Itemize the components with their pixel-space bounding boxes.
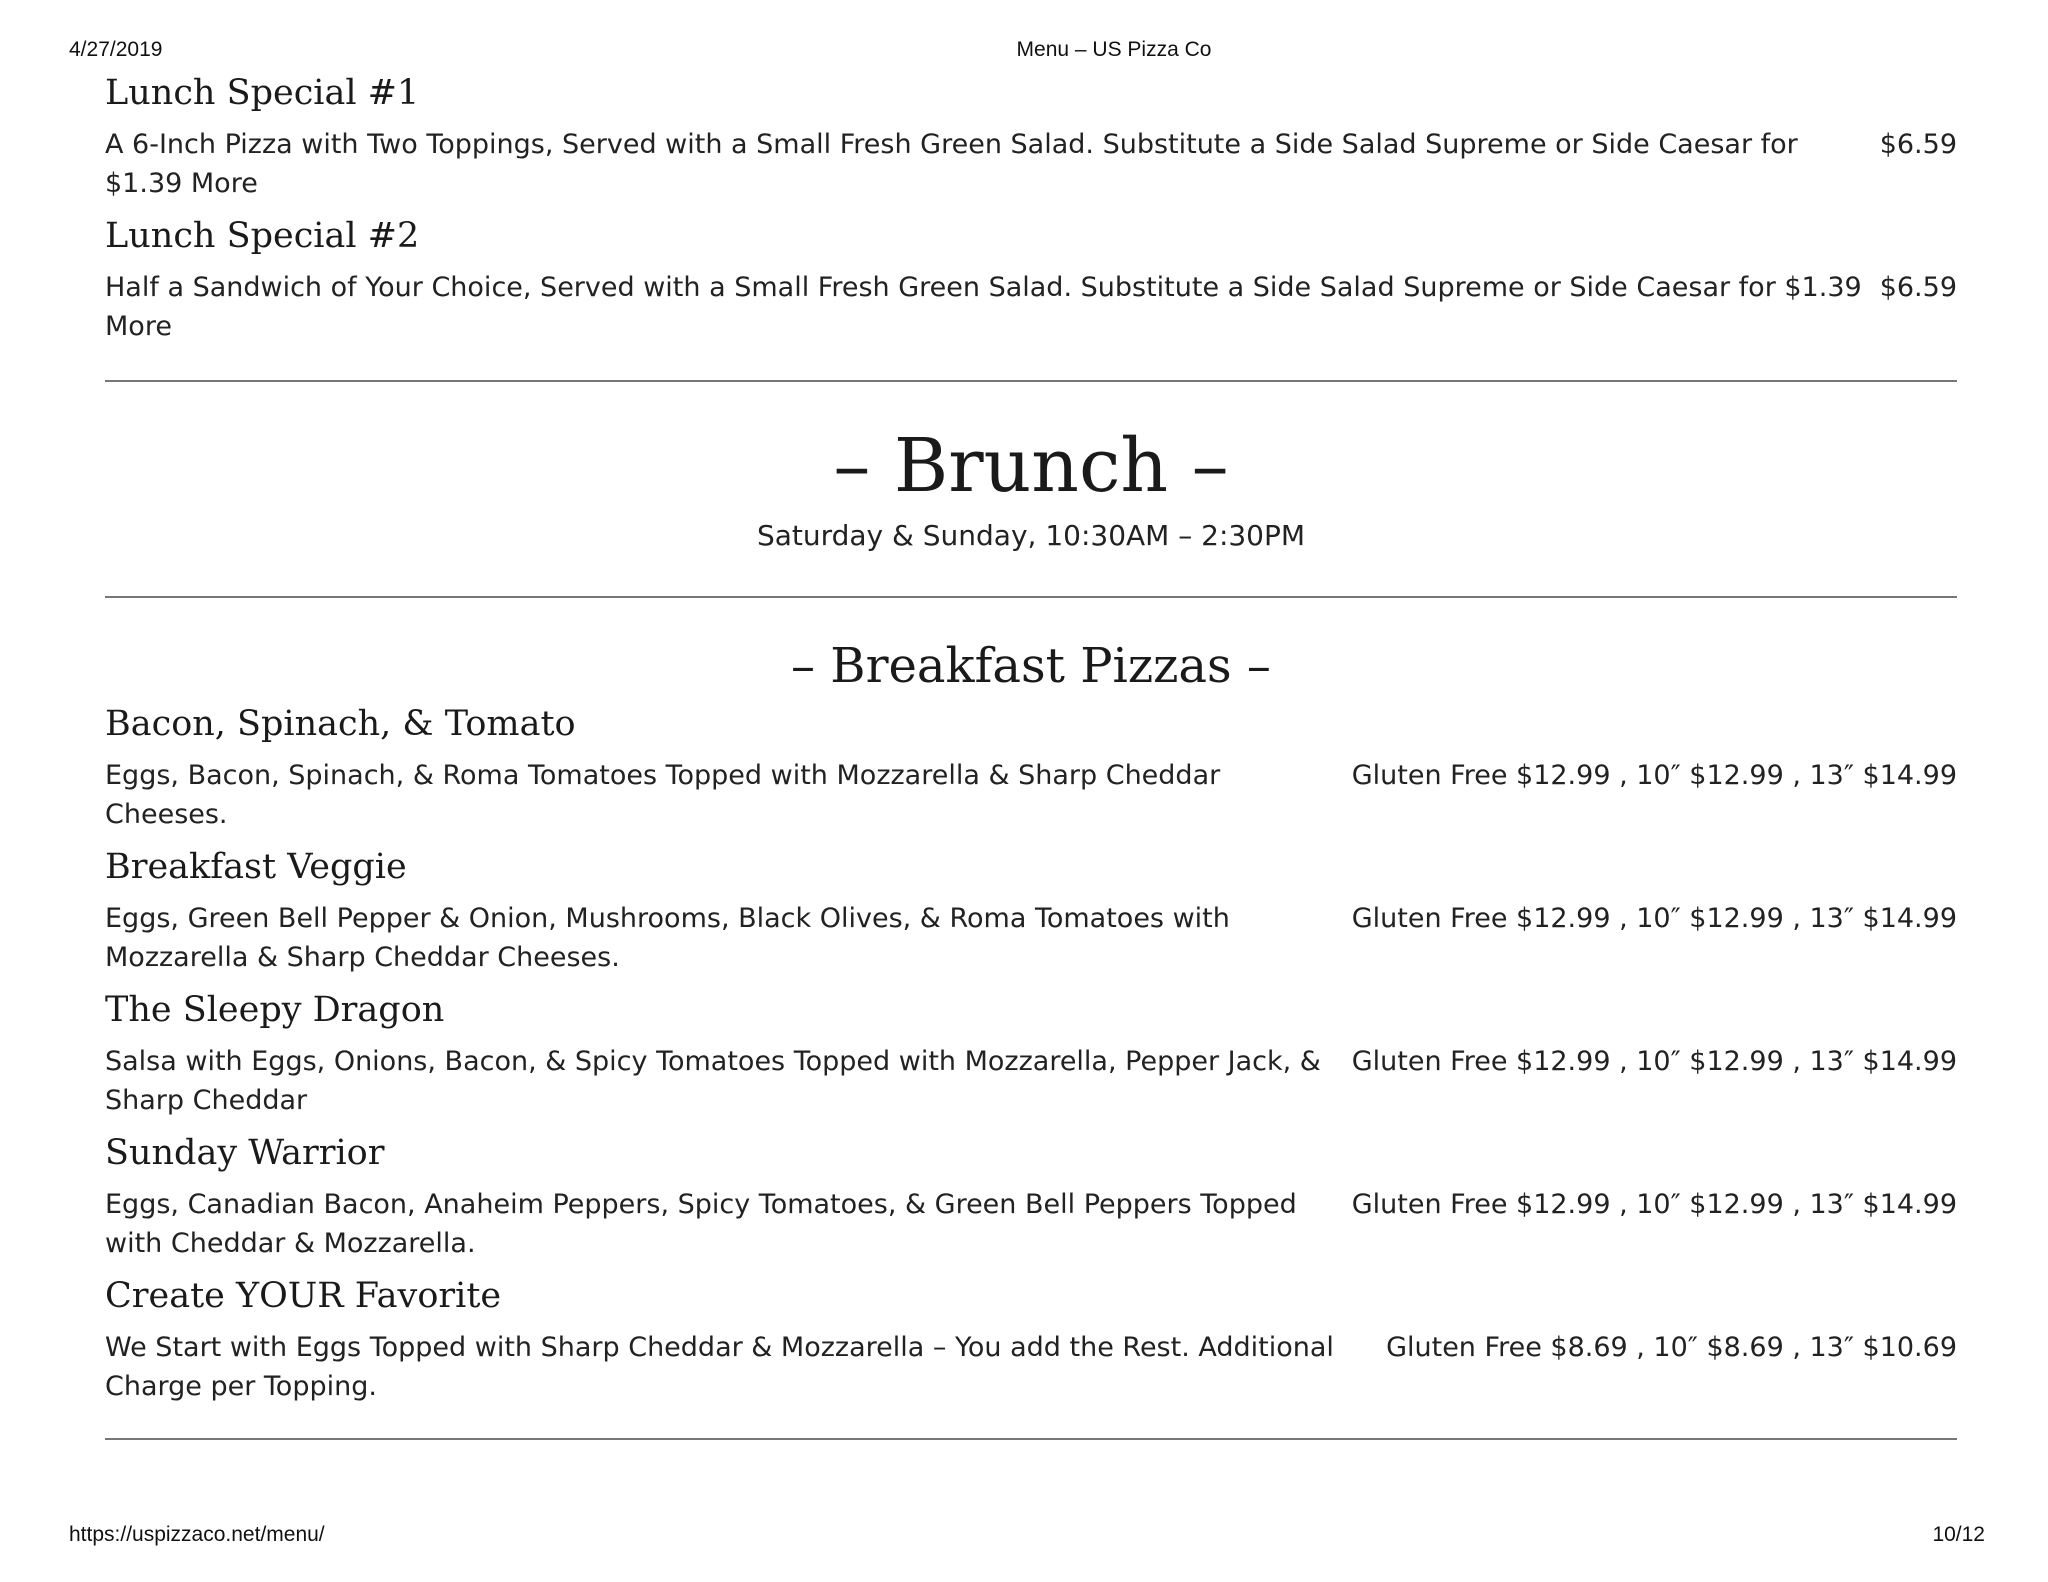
menu-content [105,68,1957,1440]
menu-item-title: Breakfast Veggie [105,847,407,887]
menu-item-description: We Start with Eggs Topped with Sharp Cheddar & Mozzarella – You add the Rest. Additional Charge per Topping. [105,1332,1334,1402]
menu-item-price: $6.59 [1879,129,1957,160]
menu-item-description: Salsa with Eggs, Onions, Bacon, & Spicy Tomatoes Topped with Mozzarella, Pepper Jack, & Sharp Cheddar [105,1046,1321,1116]
menu-item-lunch-special-1 [105,68,1957,203]
print-page-title: Menu – US Pizza Co [1016,38,1212,61]
menu-item-breakfast-veggie [105,842,1957,977]
print-page-number: 10/12 [1932,1523,1985,1546]
menu-item-price: Gluten Free $12.99 , 10″ $12.99 , 13″ $14.99 [1351,903,1957,934]
menu-item-sleepy-dragon [105,985,1957,1120]
menu-item-title: Lunch Special #2 [105,216,420,256]
menu-item-title: The Sleepy Dragon [105,990,445,1030]
menu-item-lunch-special-2 [105,211,1957,346]
menu-item-title: Bacon, Spinach, & Tomato [105,704,576,744]
menu-item-title: Create YOUR Favorite [105,1276,502,1316]
menu-item-price: Gluten Free $12.99 , 10″ $12.99 , 13″ $14.99 [1351,760,1957,791]
menu-item-price: $6.59 [1879,272,1957,303]
section-divider [105,596,1957,598]
section-divider [105,380,1957,382]
section-divider [105,1438,1957,1440]
menu-item-price: Gluten Free $12.99 , 10″ $12.99 , 13″ $14.99 [1351,1189,1957,1220]
menu-item-description: A 6-Inch Pizza with Two Toppings, Served with a Small Fresh Green Salad. Substitute a Side Salad Supreme or Side Caesar for $1.39 More [105,129,1798,199]
menu-item-description: Eggs, Bacon, Spinach, & Roma Tomatoes Topped with Mozzarella & Sharp Cheddar Cheeses. [105,760,1221,830]
breakfast-pizzas-heading: – Breakfast Pizzas – [791,638,1271,694]
print-url: https://uspizzaco.net/menu/ [69,1523,325,1546]
menu-item-sunday-warrior [105,1128,1957,1263]
menu-item-description: Eggs, Canadian Bacon, Anaheim Peppers, Spicy Tomatoes, & Green Bell Peppers Topped with Cheddar & Mozzarella. [105,1189,1297,1259]
print-date: 4/27/2019 [69,38,163,61]
menu-item-title: Lunch Special #1 [105,73,420,113]
menu-item-price: Gluten Free $12.99 , 10″ $12.99 , 13″ $14.99 [1351,1046,1957,1077]
menu-item-bacon-spinach-tomato [105,699,1957,834]
menu-item-description: Eggs, Green Bell Pepper & Onion, Mushrooms, Black Olives, & Roma Tomatoes with Mozzarella & Sharp Cheddar Cheeses. [105,903,1230,973]
menu-item-create-your-favorite [105,1271,1957,1406]
menu-item-title: Sunday Warrior [105,1133,385,1173]
brunch-heading: – Brunch – [833,423,1229,509]
menu-item-description: Half a Sandwich of Your Choice, Served with a Small Fresh Green Salad. Substitute a Side Salad Supreme or Side Caesar for $1.39 More [105,272,1862,342]
menu-item-price: Gluten Free $8.69 , 10″ $8.69 , 13″ $10.69 [1386,1332,1957,1363]
brunch-hours: Saturday & Sunday, 10:30AM – 2:30PM [756,519,1306,552]
